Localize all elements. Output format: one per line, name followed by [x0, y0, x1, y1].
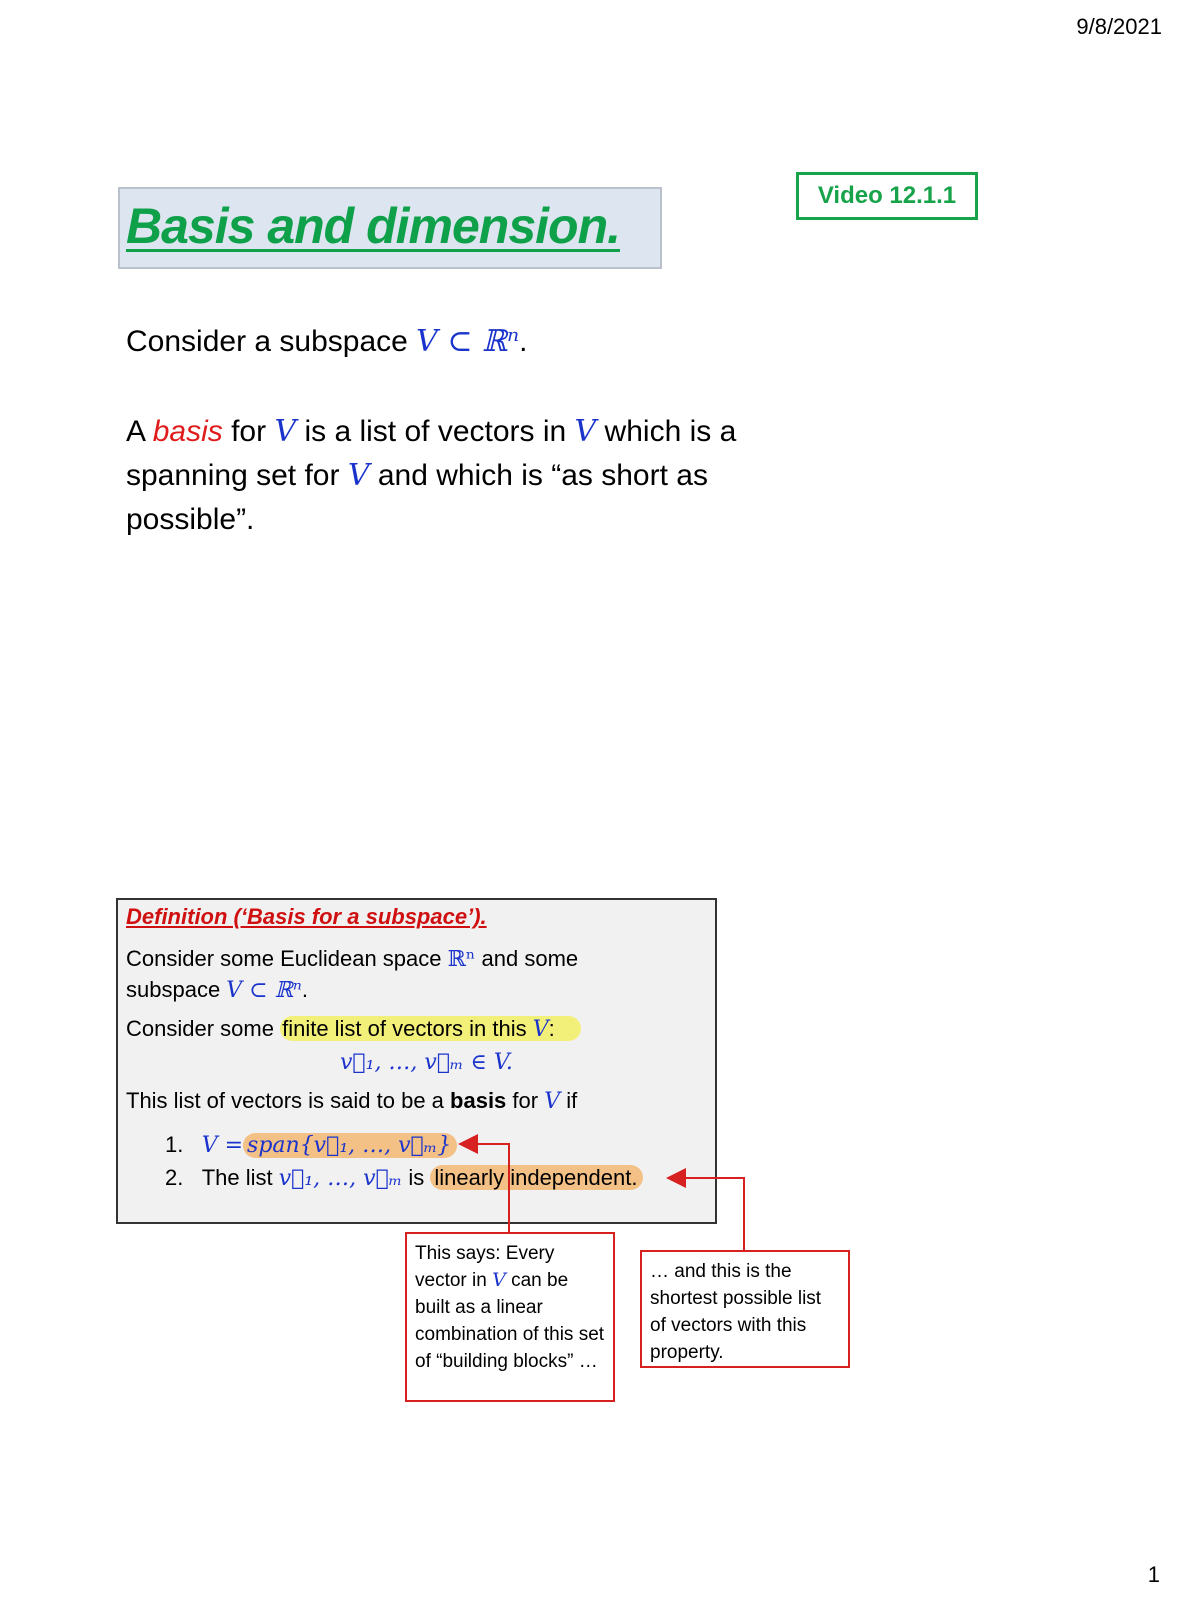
basis-term: basis: [450, 1088, 507, 1113]
text-fragment: Consider some Euclidean space: [126, 946, 448, 971]
definition-line-4: [126, 1086, 577, 1117]
intro-period: .: [519, 325, 528, 358]
text-fragment: if: [560, 1088, 578, 1113]
text-fragment: A: [126, 415, 153, 448]
text-fragment: This list of vectors is said to be a: [126, 1088, 451, 1113]
math-V: V: [544, 1089, 561, 1114]
highlight-finite-list: [280, 1016, 581, 1041]
text-fragment: can be built as a linear combination of this set of “building blocks” …: [415, 1270, 605, 1372]
intro-text: Consider a subspace: [126, 325, 417, 358]
math-subspace: V ⊂ ℝⁿ: [226, 978, 302, 1003]
highlight-linearly-independent: linearly independent.: [430, 1165, 643, 1190]
list-number: 1.: [165, 1132, 184, 1157]
text-fragment: The list: [201, 1165, 279, 1190]
math-V: V: [532, 1017, 549, 1042]
page-title: Basis and dimension.: [126, 198, 621, 254]
condition-2: [165, 1163, 643, 1194]
math-V: V: [574, 414, 597, 449]
math-V-equals: V =: [201, 1133, 244, 1158]
math-Rn: ℝⁿ: [447, 947, 476, 972]
math-vector-list: v⃗₁, …, v⃗ₘ: [278, 1166, 403, 1191]
text-fragment: which is a spanning set for: [126, 415, 737, 492]
text-fragment: for: [222, 415, 275, 448]
math-vector-list: v⃗₁, …, v⃗ₘ ∈ V.: [340, 1050, 513, 1075]
text-fragment: and which is “as short as possible”.: [126, 459, 708, 536]
video-label: Video 12.1.1: [796, 172, 978, 220]
text-fragment: and some subspace: [126, 946, 579, 1002]
text-fragment: is: [402, 1165, 431, 1190]
highlight-span: span{v⃗₁, …, v⃗ₘ}: [243, 1133, 457, 1158]
text-fragment: Consider some: [126, 1016, 281, 1041]
intro-line-1: [126, 320, 527, 364]
text-fragment: is a list of vectors in: [296, 415, 575, 448]
definition-line-1: [126, 944, 626, 1006]
text-fragment: finite list of vectors in this: [282, 1016, 533, 1041]
text-fragment: for: [506, 1088, 545, 1113]
text-fragment: :: [548, 1016, 555, 1041]
callout-span: [405, 1232, 615, 1402]
math-V: V: [492, 1269, 506, 1291]
page-number: 1: [1147, 1562, 1160, 1587]
date: 9/8/2021: [1076, 14, 1162, 39]
math-V: V: [274, 414, 297, 449]
definition-title: Definition (‘Basis for a subspace’).: [126, 904, 487, 929]
definition-line-2: [126, 1014, 581, 1045]
text-fragment: .: [301, 977, 308, 1002]
callout-independence: … and this is the shortest possible list of vectors with this property.: [640, 1250, 850, 1368]
basis-description: [126, 410, 826, 542]
math-V: V: [347, 458, 370, 493]
definition-vectors: [340, 1047, 513, 1078]
list-number: 2.: [165, 1165, 184, 1190]
text-fragment: This says: Every vector in: [415, 1243, 555, 1291]
condition-1: [165, 1130, 457, 1161]
math-subspace: V ⊂ ℝⁿ: [416, 324, 520, 359]
basis-term: basis: [152, 415, 223, 448]
